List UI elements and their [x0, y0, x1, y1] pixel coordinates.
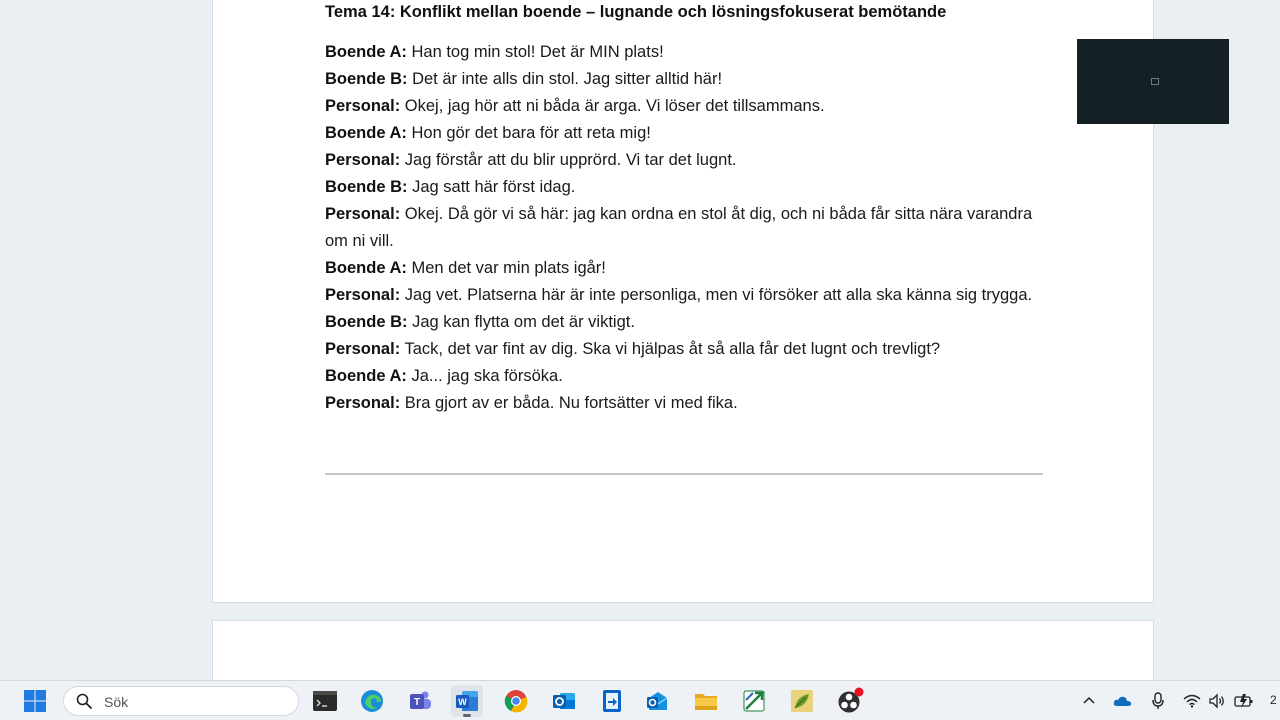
speaker-label: Boende A:: [325, 367, 407, 385]
dialogue-line: [325, 39, 1045, 66]
speaker-label: Boende A:: [325, 124, 407, 142]
speaker-label: Personal:: [325, 286, 401, 304]
document-heading: Tema 14: Konflikt mellan boende – lugnande och lösningsfokuserat bemötande: [325, 3, 947, 21]
tray-battery[interactable]: [1234, 691, 1254, 711]
dialogue-line: [325, 336, 1045, 363]
remote-desktop-icon: [599, 688, 625, 714]
dialogue-line: [325, 147, 1045, 174]
dialogue-line: [325, 120, 1045, 147]
line-text: Bra gjort av er båda. Nu fortsätter vi med fika.: [400, 394, 738, 412]
search-input[interactable]: [102, 691, 286, 713]
speaker-label: Personal:: [325, 151, 401, 169]
chevron-up-icon: [1082, 694, 1096, 708]
dialogue-line: [325, 363, 1045, 390]
terminal-icon: [312, 690, 338, 712]
document-page[interactable]: [212, 0, 1154, 603]
start-icon: [23, 689, 47, 713]
line-text: Jag kan flytta om det är viktigt.: [407, 313, 635, 331]
taskbar-search[interactable]: [63, 686, 299, 716]
taskbar-word[interactable]: [451, 685, 483, 717]
search-icon: [76, 693, 92, 709]
battery-icon: [1234, 693, 1254, 709]
video-preview-overlay[interactable]: [1077, 39, 1229, 124]
taskbar-app-leaf[interactable]: [786, 685, 818, 717]
teams-icon: [407, 688, 433, 714]
speaker-label: Personal:: [325, 340, 401, 358]
speaker-label: Boende B:: [325, 70, 408, 88]
app-arrow-icon: [741, 688, 767, 714]
speaker-label: Personal:: [325, 205, 401, 223]
tray-wifi[interactable]: [1182, 691, 1202, 711]
next-document-page[interactable]: [212, 620, 1154, 680]
outlook-icon: [551, 688, 577, 714]
taskbar-teams[interactable]: [404, 685, 436, 717]
dialogue-line: [325, 93, 1045, 120]
taskbar-chrome[interactable]: [500, 685, 532, 717]
taskbar-terminal[interactable]: [309, 685, 341, 717]
obs-icon: [836, 687, 864, 715]
dialogue-line: [325, 255, 1045, 282]
app-leaf-icon: [789, 688, 815, 714]
line-text: Jag förstår att du blir upprörd. Vi tar det lugnt.: [400, 151, 737, 169]
window-icon: [1151, 78, 1159, 85]
wifi-icon: [1183, 694, 1201, 708]
file-explorer-icon: [693, 689, 719, 713]
speaker-label: Boende B:: [325, 313, 408, 331]
speaker-label: Personal:: [325, 394, 401, 412]
taskbar-outlook[interactable]: [548, 685, 580, 717]
start-button[interactable]: [19, 685, 51, 717]
taskbar-file-explorer[interactable]: [690, 685, 722, 717]
taskbar-app-arrow[interactable]: [738, 685, 770, 717]
dialogue-line: [325, 201, 1045, 255]
tray-volume[interactable]: [1207, 691, 1227, 711]
edge-icon: [359, 688, 385, 714]
svg-text:W: W: [458, 697, 467, 707]
line-text: Okej, jag hör att ni båda är arga. Vi löser det tillsammans.: [400, 97, 825, 115]
taskbar-obs[interactable]: [834, 685, 866, 717]
onedrive-icon: [1113, 694, 1133, 708]
taskbar-remote-desktop[interactable]: [596, 685, 628, 717]
volume-icon: [1208, 693, 1226, 709]
dialogue-line: [325, 309, 1045, 336]
word-icon: [454, 688, 480, 714]
speaker-label: Boende A:: [325, 259, 407, 277]
outlook-new-icon: [645, 688, 671, 714]
line-text: Okej. Då gör vi så här: jag kan ordna en stol åt dig, och ni båda får sitta nära varandra om ni vill.: [325, 205, 1033, 250]
horizontal-rule: [325, 473, 1043, 475]
dialogue-line: [325, 66, 1045, 93]
line-text: Jag satt här först idag.: [407, 178, 576, 196]
taskbar-outlook-new[interactable]: [642, 685, 674, 717]
dialogue-block[interactable]: [325, 39, 1045, 417]
speaker-label: Personal:: [325, 97, 401, 115]
line-text: Hon gör det bara för att reta mig!: [406, 124, 651, 142]
dialogue-line: [325, 282, 1045, 309]
tray-onedrive[interactable]: [1113, 691, 1133, 711]
line-text: Det är inte alls din stol. Jag sitter alltid här!: [407, 70, 723, 88]
microphone-icon: [1151, 692, 1165, 710]
show-hidden-icons-button[interactable]: [1079, 691, 1099, 711]
line-text: Han tog min stol! Det är MIN plats!: [406, 43, 664, 61]
dialogue-line: [325, 174, 1045, 201]
line-text: Men det var min plats igår!: [406, 259, 606, 277]
taskbar: [0, 680, 1280, 720]
line-text: Ja... jag ska försöka.: [406, 367, 563, 385]
svg-text:T: T: [413, 697, 421, 708]
speaker-label: Boende B:: [325, 178, 408, 196]
chrome-icon: [503, 688, 529, 714]
tray-microphone[interactable]: [1148, 691, 1168, 711]
line-text: Jag vet. Platserna här är inte personliga, men vi försöker att alla ska känna sig trygga.: [400, 286, 1033, 304]
line-text: Tack, det var fint av dig. Ska vi hjälpas åt så alla får det lugnt och trevligt?: [400, 340, 941, 358]
clock[interactable]: 2: [1270, 693, 1277, 707]
dialogue-line: [325, 390, 1045, 417]
taskbar-edge[interactable]: [356, 685, 388, 717]
speaker-label: Boende A:: [325, 43, 407, 61]
